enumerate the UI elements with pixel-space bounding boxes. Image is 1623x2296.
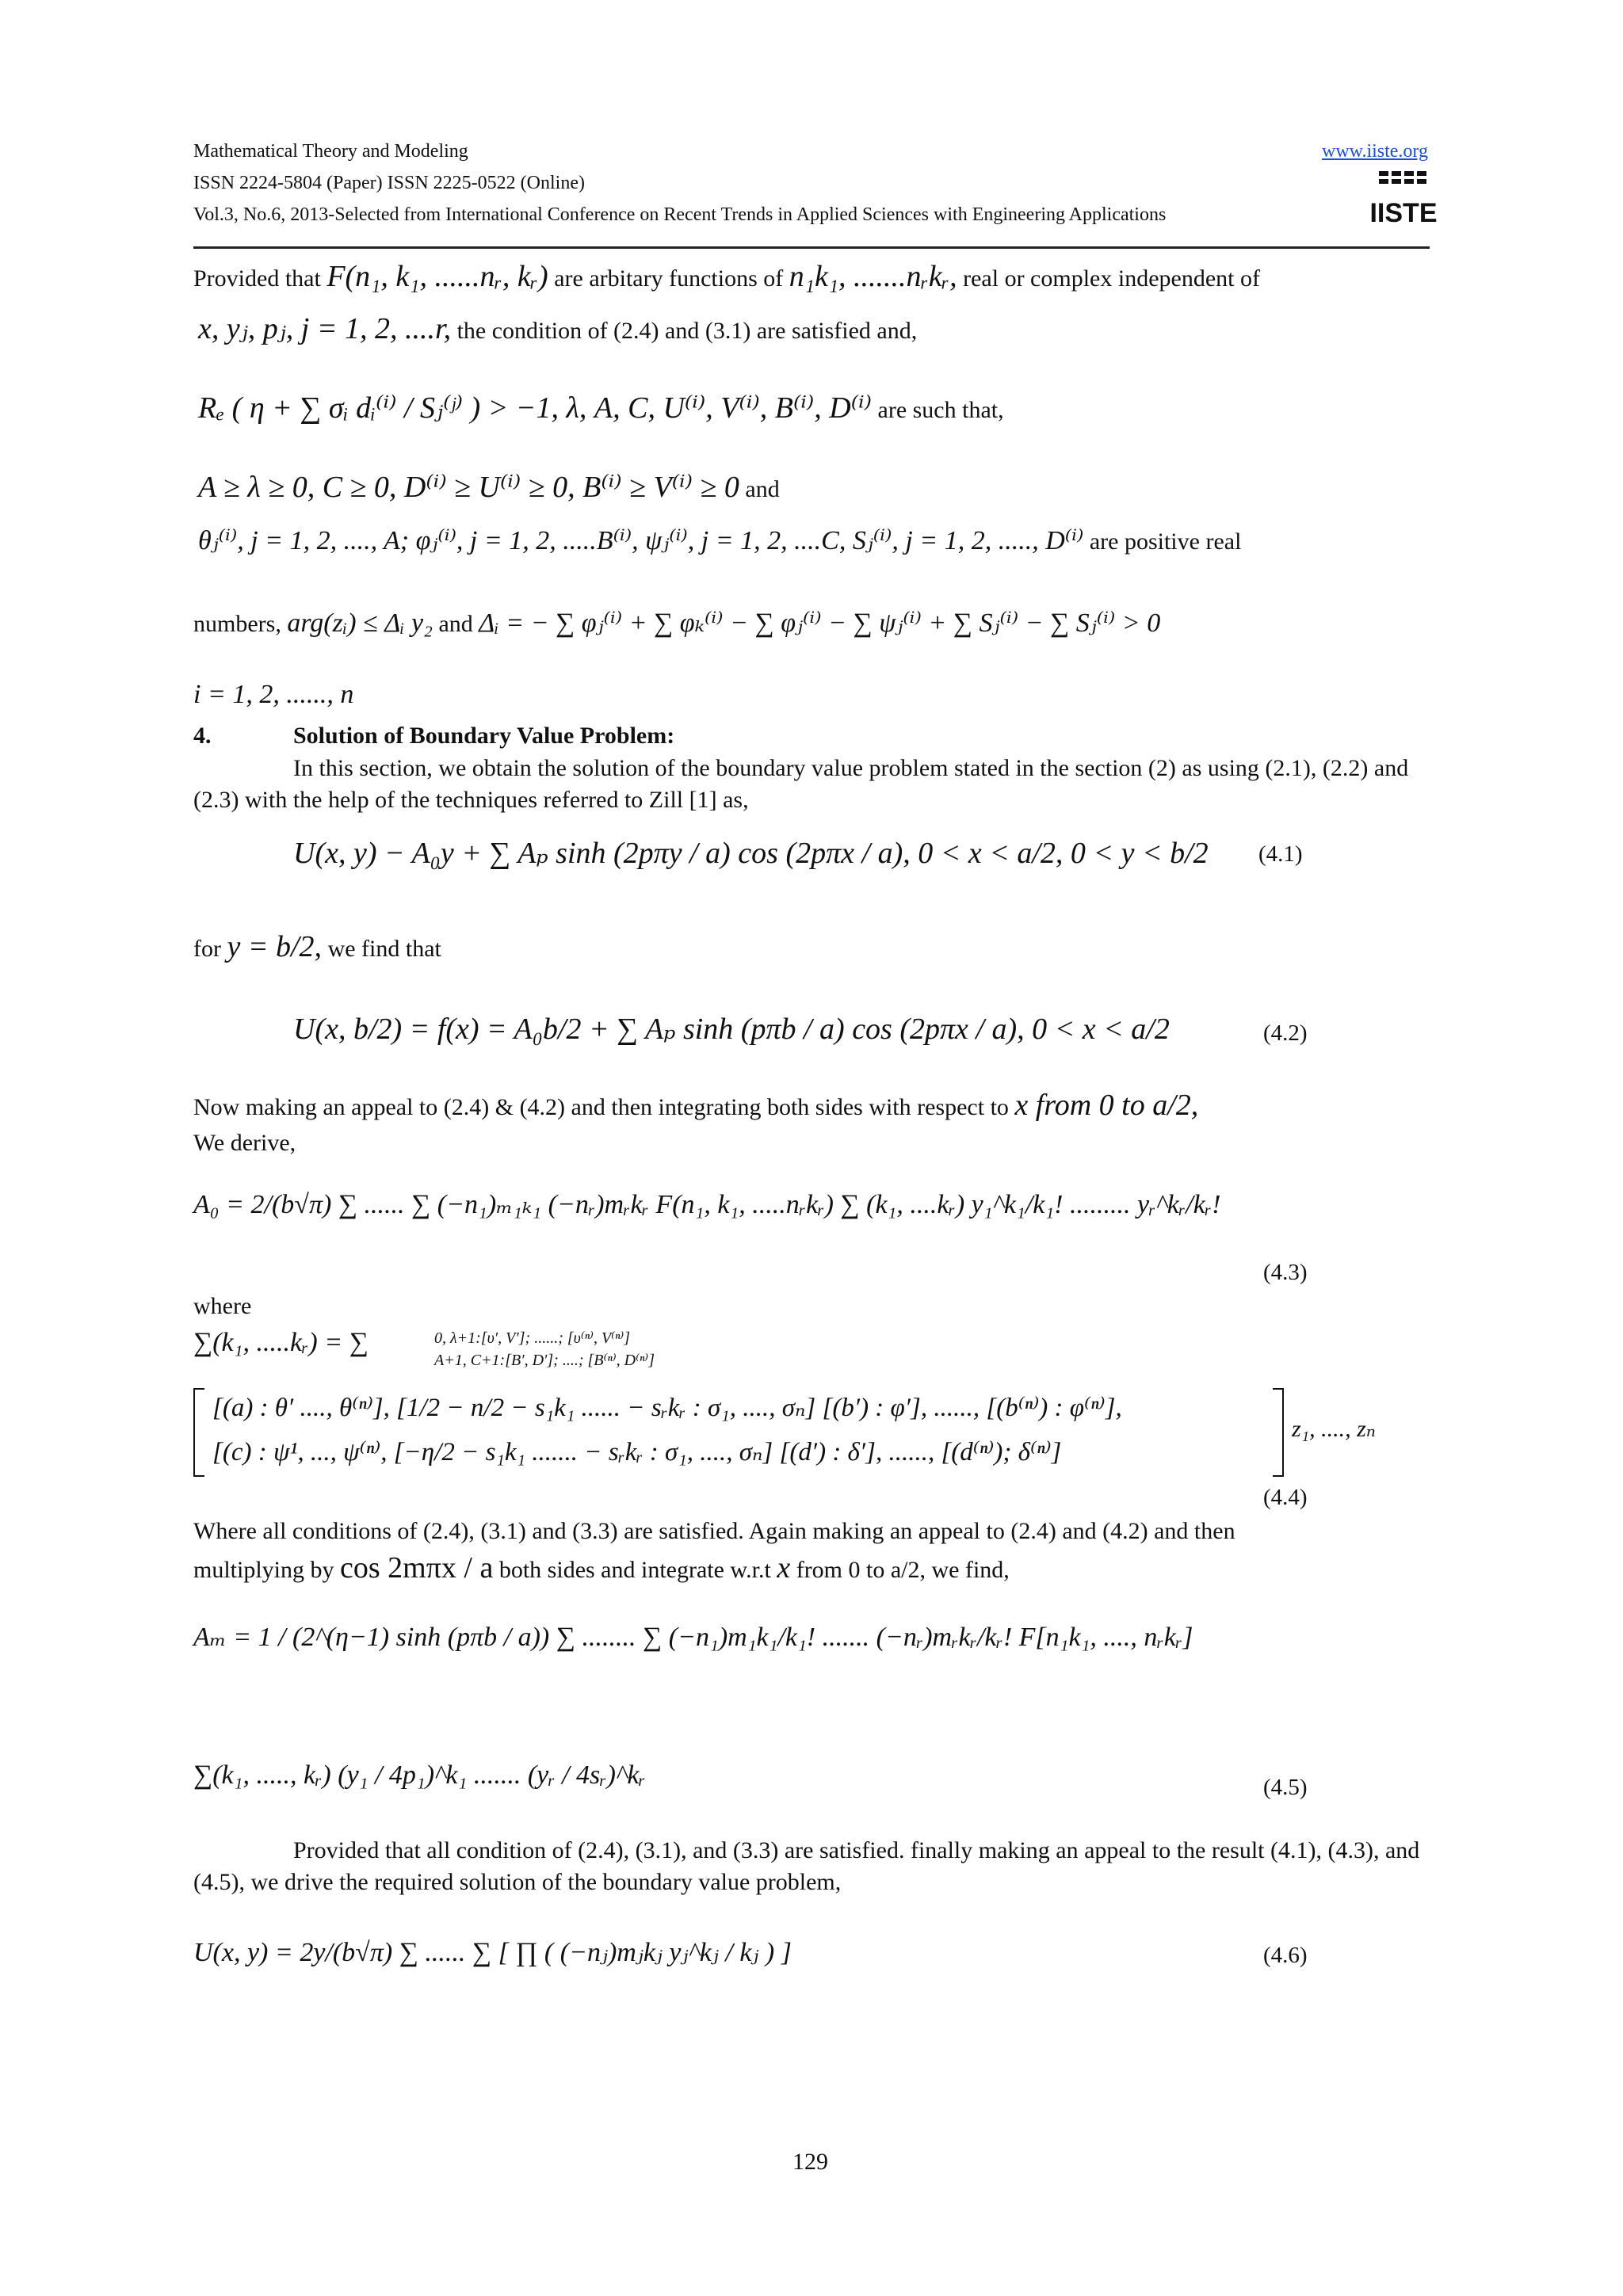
text: from 0 to a/2, we find,	[796, 1557, 1010, 1583]
text: are positive real	[1089, 528, 1242, 555]
equation-4-4-lhs: ∑(k₁, .....kᵣ) = ∑	[193, 1328, 369, 1357]
text: Provided that	[193, 265, 321, 292]
math: n₁k₁, .......nᵣkᵣ,	[789, 260, 957, 293]
text: and	[438, 611, 473, 637]
equation-4-1: U(x, y) − A₀y + ∑ Aₚ sinh (2pπy / a) cos (2pπx / a), 0 < x < a/2, 0 < y < b/2	[293, 837, 1209, 870]
equation-number-4-6: (4.6)	[1263, 1943, 1308, 1968]
equation-4-4-sup: 0, λ+1:[υ′, V′]; ......; [υ⁽ⁿ⁾, V⁽ⁿ⁾]	[434, 1329, 631, 1347]
equation-4-4-row2: [(c) : ψ¹, ..., ψ⁽ⁿ⁾, [−η/2 − s₁k₁ ....... − sᵣkᵣ : σ₁, ...., σₙ] [(d′) : δ′], ......, [(d⁽ⁿ⁾); δ⁽ⁿ⁾]	[212, 1438, 1062, 1466]
equation-4-6: U(x, y) = 2y/(b√π) ∑ ...... ∑ [ ∏ ( (−nⱼ)mⱼkⱼ yⱼ^kⱼ / kⱼ ) ]	[193, 1938, 792, 1967]
math: F(n₁, k₁, ......nᵣ, kᵣ)	[327, 260, 548, 293]
we-derive: We derive,	[193, 1130, 296, 1156]
text: Now making an appeal to (2.4) & (4.2) and then integrating both sides with respect to	[193, 1094, 1009, 1120]
math: y = b/2,	[227, 930, 323, 963]
section-number: 4.	[193, 723, 212, 749]
math: Δᵢ = − ∑ φⱼ⁽ⁱ⁾ + ∑ φₖ⁽ⁱ⁾ − ∑ φⱼ⁽ⁱ⁾ − ∑ ψⱼ⁽ⁱ⁾ + ∑ Sⱼ⁽ⁱ⁾ − ∑ Sⱼ⁽ⁱ⁾ > 0	[479, 608, 1161, 638]
math: θⱼ⁽ⁱ⁾, j = 1, 2, ...., A; φⱼ⁽ⁱ⁾, j = 1, 2, .....B⁽ⁱ⁾, ψⱼ⁽ⁱ⁾, j = 1, 2, ....C, Sⱼ⁽ⁱ⁾, j = 1, 2, ....., D⁽ⁱ⁾	[198, 526, 1084, 555]
index-line	[193, 680, 353, 711]
where-label: where	[193, 1293, 252, 1319]
website-link[interactable]: www.iiste.org	[1322, 141, 1428, 162]
multiplying-line	[193, 1553, 1010, 1585]
equation-4-5-a: Aₘ = 1 / (2^(η−1) sinh (pπb / a)) ∑ ........ ∑ (−n₁)m₁k₁/k₁! ....... (−nᵣ)mᵣkᵣ/kᵣ! F[n₁k₁, ...., nᵣkᵣ]	[193, 1623, 1193, 1652]
text: we find that	[327, 936, 441, 962]
provided-line	[193, 261, 1260, 294]
real-part-line	[198, 393, 1004, 425]
equation-4-4-sub: A+1, C+1:[B′, D′]; ....; [B⁽ⁿ⁾, D⁽ⁿ⁾]	[434, 1352, 655, 1369]
for-line	[193, 932, 441, 964]
equation-4-4-row1: [(a) : θ′ ...., θ⁽ⁿ⁾], [1/2 − n/2 − s₁k₁ ...... − sᵣkᵣ : σ₁, ...., σₙ] [(b′) : φ′], ......, [(b⁽ⁿ⁾) : φ⁽ⁿ⁾],	[212, 1394, 1122, 1422]
equation-number-4-3: (4.3)	[1263, 1260, 1308, 1285]
text: and	[745, 476, 780, 502]
math: x from 0 to a/2,	[1014, 1089, 1199, 1122]
math: cos 2mπx / a	[340, 1551, 494, 1585]
text: the condition of (2.4) and (3.1) are satisfied and,	[456, 318, 918, 344]
math: x, yⱼ, pⱼ, j = 1, 2, ....r,	[198, 312, 452, 345]
equation-4-5-b: ∑(k₁, ....., kᵣ) (y₁ / 4p₁)^k₁ ....... (yᵣ / 4sᵣ)^kᵣ	[193, 1760, 646, 1790]
svg-text:IISTE: IISTE	[1369, 198, 1438, 228]
paragraph-intro: In this section, we obtain the solution of the boundary value problem stated in the section (2) as using (2.1), (2.2) and (2.3) with the help of the techniques referred to Zill [1] as,	[193, 755, 1409, 813]
conditions-line	[198, 314, 917, 346]
text: are such that,	[877, 397, 1004, 423]
delta-line	[193, 608, 1160, 639]
iiste-logo	[1369, 168, 1438, 228]
appeal-line	[193, 1090, 1198, 1123]
paragraph-final: Provided that all condition of (2.4), (3.1), and (3.3) are satisfied. finally making an appeal to the result (4.1), (4.3), and (4.5), we drive the required solution of the boundary value problem,	[193, 1837, 1420, 1895]
page-number: 129	[792, 2149, 828, 2175]
issn-line: ISSN 2224-5804 (Paper) ISSN 2225-0522 (Online)	[193, 173, 585, 193]
section-title: Solution of Boundary Value Problem:	[293, 723, 675, 749]
equation-number-4-5: (4.5)	[1263, 1775, 1308, 1800]
equation-number-4-4: (4.4)	[1263, 1485, 1308, 1510]
equation-number-4-1: (4.1)	[1258, 841, 1303, 867]
text: are arbitary functions of	[554, 265, 784, 292]
text: real or complex independent of	[963, 265, 1260, 292]
math: Rₑ ( η + ∑ σᵢ dᵢ⁽ⁱ⁾ / Sⱼ⁽ʲ⁾ ) > −1, λ, A, C, U⁽ⁱ⁾, V⁽ⁱ⁾, B⁽ⁱ⁾, D⁽ⁱ⁾	[198, 391, 873, 425]
header-rule	[193, 246, 1430, 249]
where-all-line: Where all conditions of (2.4), (3.1) and (3.3) are satisfied. Again making an appeal to (2.4) and (4.2) and then	[193, 1518, 1235, 1544]
math: A ≥ λ ≥ 0, C ≥ 0, D⁽ⁱ⁾ ≥ U⁽ⁱ⁾ ≥ 0, B⁽ⁱ⁾ ≥ V⁽ⁱ⁾ ≥ 0	[198, 471, 739, 504]
math: x	[777, 1551, 791, 1585]
text: for	[193, 936, 221, 962]
left-bracket	[193, 1388, 204, 1477]
parameters-line	[198, 526, 1241, 557]
volume-line: Vol.3, No.6, 2013-Selected from International Conference on Recent Trends in Applied Sciences with Engineering Applications	[193, 204, 1167, 225]
text: numbers,	[193, 611, 281, 637]
equation-4-2: U(x, b/2) = f(x) = A₀b/2 + ∑ Aₚ sinh (pπb / a) cos (2pπx / a), 0 < x < a/2	[293, 1013, 1170, 1046]
inequality-line	[198, 472, 780, 505]
text: multiplying by	[193, 1557, 334, 1583]
right-bracket	[1273, 1388, 1284, 1477]
text: both sides and integrate w.r.t	[498, 1557, 771, 1583]
equation-4-4-args: z₁, ...., zₙ	[1292, 1416, 1376, 1442]
math: i = 1, 2, ......, n	[193, 680, 354, 709]
math: arg(zᵢ) ≤ Δᵢ y₂	[287, 608, 433, 638]
equation-4-3: A₀ = 2/(b√π) ∑ ...... ∑ (−n₁)ₘ₁ₖ₁ (−nᵣ)mᵣkᵣ F(n₁, k₁, .....nᵣkᵣ) ∑ (k₁, ....kᵣ) y₁^k₁/k₁! ......... yᵣ^kᵣ/kᵣ!	[193, 1190, 1221, 1219]
equation-number-4-2: (4.2)	[1263, 1020, 1308, 1046]
journal-title: Mathematical Theory and Modeling	[193, 141, 468, 162]
